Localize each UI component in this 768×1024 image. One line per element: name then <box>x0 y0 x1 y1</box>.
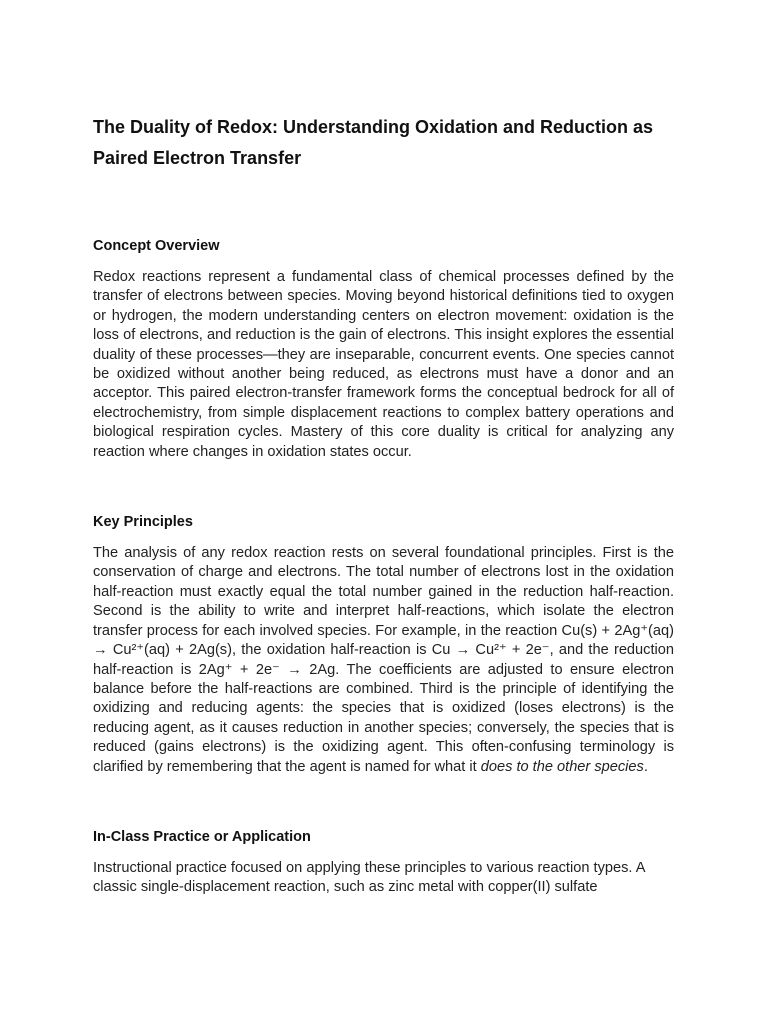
paragraph-text-end: . <box>643 758 648 775</box>
section-paragraph: Redox reactions represent a fundamental class of chemical processes defined by the transfer of electrons between species. Moving beyond historical definitions tied to oxygen or hydrogen, the modern understanding centers on electron movement: oxidation is the loss of electrons, and reduction is the gain of electrons. This insight explores the essential duality of these processes—they are inseparable, concurrent events. One species cannot be oxidized without another being reduced, as electrons must have a donor and an acceptor. This paired electron-transfer framework forms the conceptual bedrock for all of electrochemistry, from simple displacement reactions to complex battery operations and biological respiration cycles. Mastery of this core duality is critical for analyzing any reaction where changes in oxidation states occur. <box>93 269 674 460</box>
section-heading: Concept Overview <box>93 238 220 254</box>
paragraph-emphasis: does to the other species <box>480 758 644 775</box>
section-concept-overview <box>93 236 674 462</box>
section-paragraph <box>93 544 674 777</box>
section-paragraph: Instructional practice focused on applying these principles to various reaction types. A classic single-displacement reaction, such as zinc metal with copper(II) sulfate <box>93 859 645 896</box>
document-title: The Duality of Redox: Understanding Oxidation and Reduction as Paired Electron Transfer <box>93 117 654 168</box>
paragraph-text: The analysis of any redox reaction rests on several foundational principles. First is the conservation of charge and electrons. The total number of electrons lost in the oxidation half-reaction must exactly equal the total number gained in the reduction half-reaction. Second is the ability to write and interpret half-reactions, which isolate the electron transfer process for each involved species. For example, in the reaction Cu(s) + 2Ag⁺(aq) → Cu²⁺(aq) + 2Ag(s), the oxidation half-reaction is Cu → Cu²⁺ + 2e⁻, and the reduction half-reaction is 2Ag⁺ + 2e⁻ → 2Ag. The coefficients are adjusted to ensure electron balance before the half-reactions are combined. Third is the principle of identifying the oxidizing and reducing agents: the species that is oxidized (loses electrons) is the reducing agent, as it causes reduction in another species; conversely, the species that is reduced (gains electrons) is the oxidizing agent. This often-confusing terminology is clarified by remembering that the agent is named for what it <box>93 545 674 775</box>
section-in-class-practice <box>93 827 674 898</box>
section-heading: Key Principles <box>93 514 193 531</box>
document-page <box>93 112 674 898</box>
section-heading: In-Class Practice or Application <box>93 828 311 845</box>
section-key-principles <box>93 512 674 777</box>
